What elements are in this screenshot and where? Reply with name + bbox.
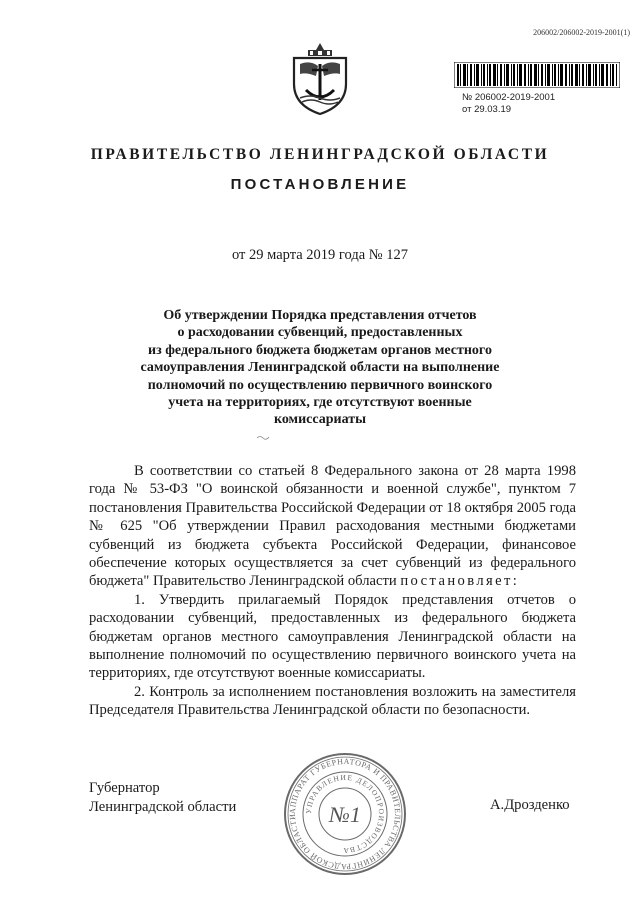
preamble-paragraph: [89, 462, 576, 591]
document-body: [89, 462, 576, 720]
document-title: [120, 307, 520, 429]
official-stamp: [282, 751, 408, 877]
registration-block: [462, 92, 555, 116]
scan-mark: [256, 434, 270, 440]
title-line: полномочий по осуществлению первичного воинского: [147, 377, 493, 393]
title-line: комиссариаты: [273, 412, 367, 428]
position-line: Ленинградской области: [89, 799, 237, 815]
authority-heading: ПРАВИТЕЛЬСТВО ЛЕНИНГРАДСКОЙ ОБЛАСТИ: [90, 146, 550, 163]
signatory-position: [89, 779, 236, 817]
title-line: из федерального бюджета бюджетам органов местного: [148, 342, 492, 358]
preamble-text: В соответствии со статьей 8 Федерального закона от 28 марта 1998 года № 53-ФЗ "О воинской обязанности и военной службе", пунктом 7 постановления Правительства Российской Федерации от 18 октября 2005 года № 625 "Об утверждении Правил расходования местными бюджетами субвенций из бюджета субъекта Российской Федерации, финансовое обеспечение которых осуществляется за счет субвенций из федерального бюджета" Правительство Ленинградской области: [89, 463, 576, 590]
item-2-paragraph: 2. Контроль за исполнением постановления возложить на заместителя Председателя Правительства Ленинградской области по безопасности.: [89, 683, 576, 719]
barcode: [454, 62, 620, 88]
title-line: учета на территориях, где отсутствуют военные: [168, 395, 472, 411]
stamp-inner-text: УПРАВЛЕНИЕ ДЕЛОПРОИЗВОДСТВА: [303, 772, 387, 856]
document-type: ПОСТАНОВЛЕНИЕ: [230, 176, 410, 193]
signatory-name: А.Дрозденко: [490, 797, 570, 813]
title-line: о расходовании субвенций, предоставленных: [177, 325, 463, 341]
stamp-center-number: №1: [329, 802, 361, 827]
stamp-outer-text: АППАРАТ ГУБЕРНАТОРА И ПРАВИТЕЛЬСТВА ЛЕНИНГРАДСКОЙ ОБЛАСТИ: [287, 756, 403, 872]
title-line: Об утверждении Порядка представления отчетов: [163, 308, 477, 323]
title-line: самоуправления Ленинградской области на выполнение: [140, 360, 500, 376]
registration-number: № 206002-2019-2001: [462, 92, 556, 103]
reference-code: 206002/206002-2019-2001(1): [533, 28, 630, 37]
resolves-word: постановляет:: [400, 573, 520, 590]
document-date-number: от 29 марта 2019 года № 127: [232, 247, 408, 263]
position-line: Губернатор: [89, 780, 160, 796]
coat-of-arms-icon: [288, 40, 352, 116]
registration-date: от 29.03.19: [462, 104, 512, 115]
item-1-paragraph: 1. Утвердить прилагаемый Порядок представления отчетов о расходовании субвенций, предоставленных из федерального бюджета бюджетам органов местного самоуправления Ленинградской области на выполнение полномочий по осуществлению первичного воинского учета на территориях, где отсутствуют военные комиссариаты.: [89, 591, 576, 682]
